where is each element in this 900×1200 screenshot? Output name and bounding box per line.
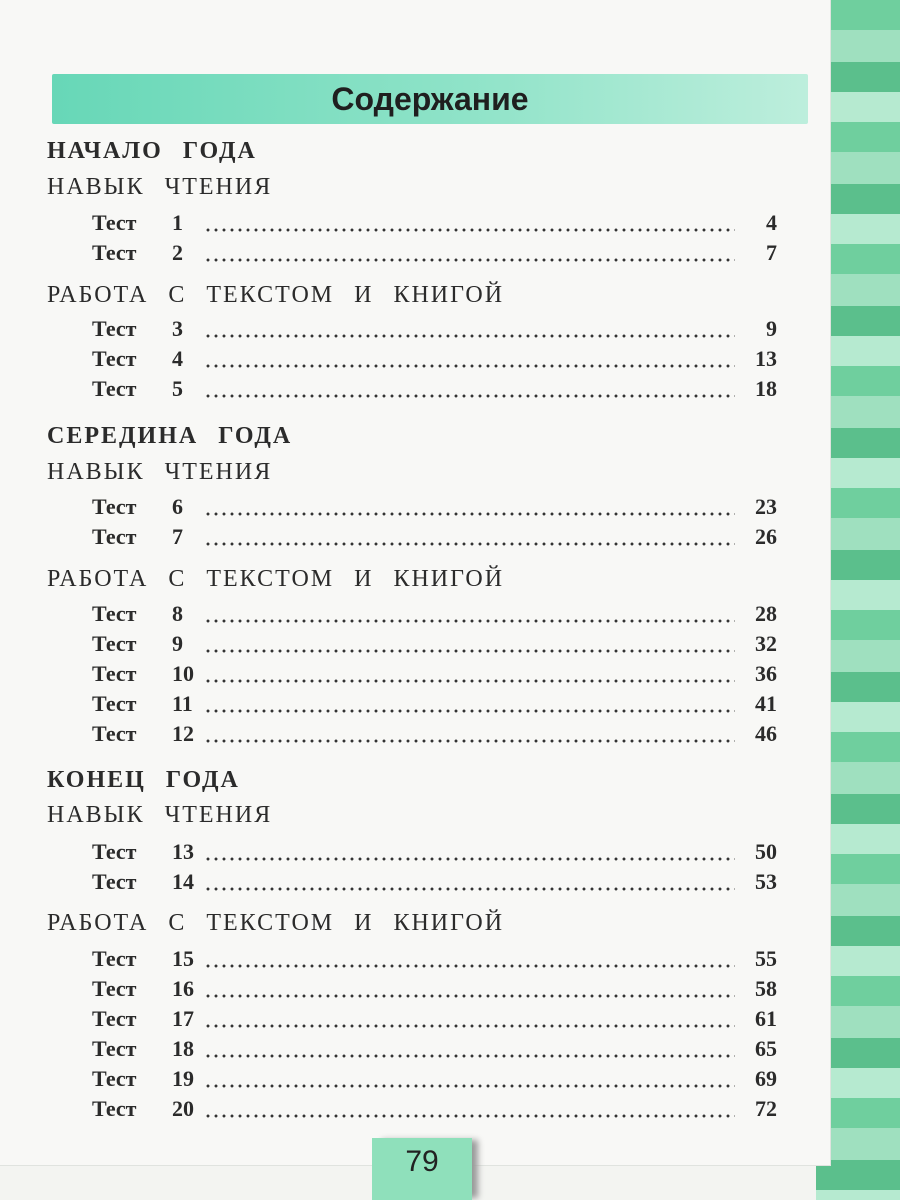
- entry-label: Тест: [92, 1066, 137, 1091]
- entry-page: 58: [755, 976, 777, 1001]
- entry-number: 20: [172, 1096, 194, 1121]
- dot-leader: [204, 512, 735, 516]
- toc-entry[interactable]: [92, 631, 777, 659]
- entry-page: 69: [755, 1066, 777, 1091]
- toc-entry[interactable]: [92, 661, 777, 689]
- entry-label: Тест: [92, 346, 137, 371]
- entry-page: 41: [755, 691, 777, 716]
- dot-leader: [204, 887, 735, 891]
- dot-leader: [204, 679, 735, 683]
- entry-number: 10: [172, 661, 194, 686]
- page-title: Содержание: [331, 81, 529, 117]
- toc-entry[interactable]: [92, 946, 777, 974]
- dot-leader: [204, 334, 735, 338]
- entry-number: 4: [172, 346, 183, 371]
- section-end-of-year: КОНЕЦ ГОДА: [47, 767, 240, 793]
- entry-page: 13: [755, 346, 777, 371]
- dot-leader: [204, 649, 735, 653]
- entry-label: Тест: [92, 240, 137, 265]
- entry-number: 3: [172, 316, 183, 341]
- entry-page: 65: [755, 1036, 777, 1061]
- entry-page: 4: [766, 210, 777, 235]
- section-reading-skill-2: НАВЫК ЧТЕНИЯ: [47, 459, 273, 485]
- toc-entry[interactable]: [92, 1096, 777, 1124]
- entry-label: Тест: [92, 376, 137, 401]
- section-middle-of-year: СЕРЕДИНА ГОДА: [47, 423, 293, 449]
- dot-leader: [204, 542, 735, 546]
- toc-entry[interactable]: [92, 691, 777, 719]
- entry-label: Тест: [92, 661, 137, 686]
- entry-page: 61: [755, 1006, 777, 1031]
- toc-entry[interactable]: [92, 316, 777, 344]
- dot-leader: [204, 228, 735, 232]
- toc-entry[interactable]: [92, 1006, 777, 1034]
- entry-number: 13: [172, 839, 194, 864]
- entry-number: 17: [172, 1006, 194, 1031]
- toc-entry[interactable]: [92, 346, 777, 374]
- entry-label: Тест: [92, 1036, 137, 1061]
- entry-page: 18: [755, 376, 777, 401]
- entry-label: Тест: [92, 691, 137, 716]
- entry-label: Тест: [92, 721, 137, 746]
- entry-label: Тест: [92, 601, 137, 626]
- entry-page: 7: [766, 240, 777, 265]
- entry-label: Тест: [92, 946, 137, 971]
- entry-page: 32: [755, 631, 777, 656]
- entry-number: 11: [172, 691, 193, 716]
- page-number: 79: [405, 1145, 439, 1178]
- toc-entry[interactable]: [92, 721, 777, 749]
- toc-entry[interactable]: [92, 839, 777, 867]
- entry-page: 23: [755, 494, 777, 519]
- entry-number: 15: [172, 946, 194, 971]
- entry-label: Тест: [92, 976, 137, 1001]
- entry-number: 12: [172, 721, 194, 746]
- toc-entry[interactable]: [92, 494, 777, 522]
- entry-page: 26: [755, 524, 777, 549]
- toc-entry[interactable]: [92, 376, 777, 404]
- section-text-and-book-1: РАБОТА С ТЕКСТОМ И КНИГОЙ: [47, 282, 505, 308]
- entry-label: Тест: [92, 839, 137, 864]
- entry-label: Тест: [92, 869, 137, 894]
- entry-page: 53: [755, 869, 777, 894]
- entry-number: 1: [172, 210, 183, 235]
- entry-number: 18: [172, 1036, 194, 1061]
- dot-leader: [204, 258, 735, 262]
- dot-leader: [204, 964, 735, 968]
- dot-leader: [204, 857, 735, 861]
- entry-page: 28: [755, 601, 777, 626]
- dot-leader: [204, 739, 735, 743]
- toc-entry[interactable]: [92, 524, 777, 552]
- section-start-of-year: НАЧАЛО ГОДА: [47, 138, 257, 164]
- entry-page: 50: [755, 839, 777, 864]
- section-text-and-book-3: РАБОТА С ТЕКСТОМ И КНИГОЙ: [47, 910, 505, 936]
- entry-number: 16: [172, 976, 194, 1001]
- entry-label: Тест: [92, 316, 137, 341]
- toc-entry[interactable]: [92, 240, 777, 268]
- entry-number: 9: [172, 631, 183, 656]
- entry-number: 14: [172, 869, 194, 894]
- toc-entry[interactable]: [92, 1036, 777, 1064]
- entry-page: 55: [755, 946, 777, 971]
- entry-label: Тест: [92, 210, 137, 235]
- toc-entry[interactable]: [92, 601, 777, 629]
- dot-leader: [204, 1084, 735, 1088]
- entry-label: Тест: [92, 494, 137, 519]
- entry-number: 6: [172, 494, 183, 519]
- entry-number: 2: [172, 240, 183, 265]
- entry-label: Тест: [92, 524, 137, 549]
- entry-label: Тест: [92, 1006, 137, 1031]
- dot-leader: [204, 1024, 735, 1028]
- entry-page: 72: [755, 1096, 777, 1121]
- entry-number: 5: [172, 376, 183, 401]
- entry-number: 8: [172, 601, 183, 626]
- toc-entry[interactable]: [92, 976, 777, 1004]
- toc-entry[interactable]: [92, 869, 777, 897]
- dot-leader: [204, 619, 735, 623]
- entry-page: 36: [755, 661, 777, 686]
- entry-page: 46: [755, 721, 777, 746]
- toc-entry[interactable]: [92, 1066, 777, 1094]
- dot-leader: [204, 1054, 735, 1058]
- dot-leader: [204, 994, 735, 998]
- section-reading-skill-3: НАВЫК ЧТЕНИЯ: [47, 802, 273, 828]
- entry-label: Тест: [92, 631, 137, 656]
- entry-number: 19: [172, 1066, 194, 1091]
- section-reading-skill-1: НАВЫК ЧТЕНИЯ: [47, 174, 273, 200]
- dot-leader: [204, 394, 735, 398]
- entry-page: 9: [766, 316, 777, 341]
- entry-number: 7: [172, 524, 183, 549]
- section-text-and-book-2: РАБОТА С ТЕКСТОМ И КНИГОЙ: [47, 566, 505, 592]
- dot-leader: [204, 1114, 735, 1118]
- dot-leader: [204, 709, 735, 713]
- toc-entry[interactable]: [92, 210, 777, 238]
- entry-label: Тест: [92, 1096, 137, 1121]
- dot-leader: [204, 364, 735, 368]
